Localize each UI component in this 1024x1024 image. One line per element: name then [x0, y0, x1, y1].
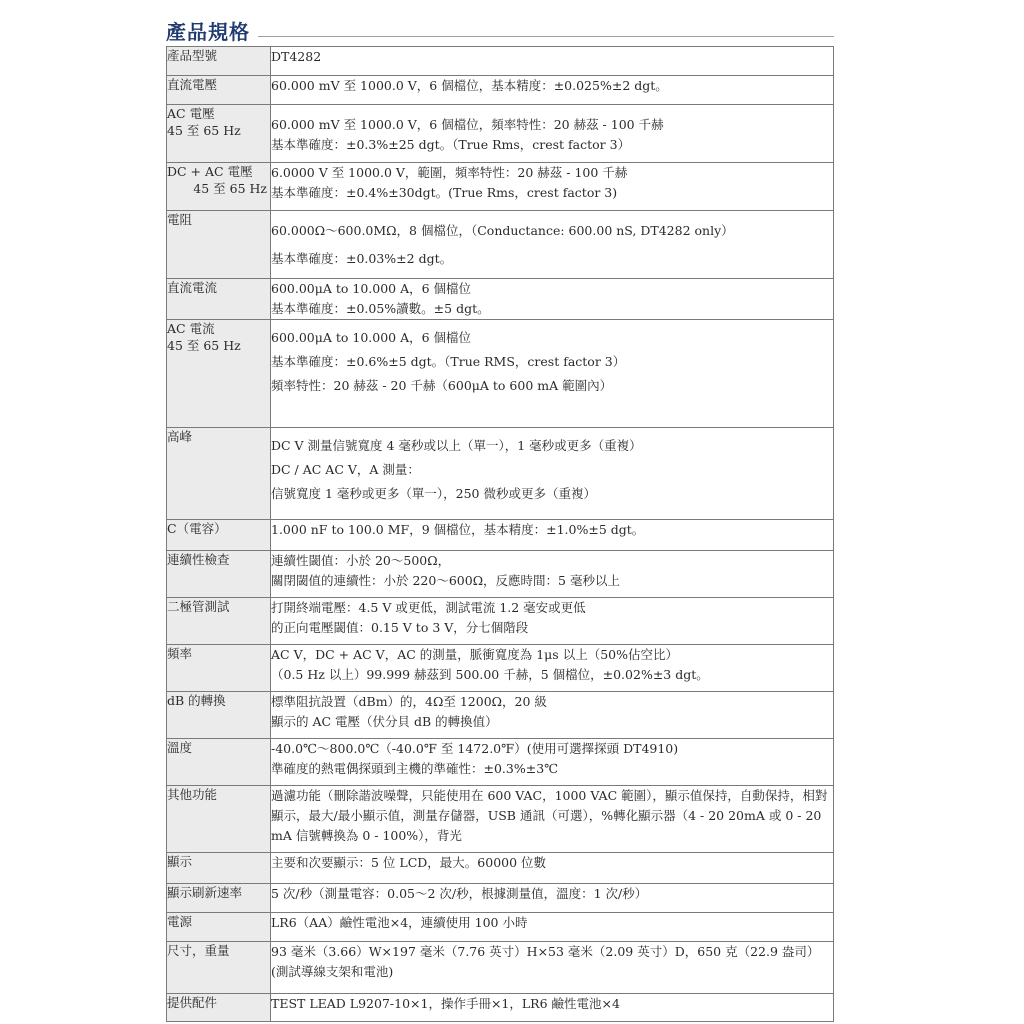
- spec-value: [271, 47, 834, 76]
- spec-value-line: 基本準確度：±0.03%±2 dgt。: [271, 251, 453, 266]
- spec-value-line: 5 次/秒（測量電容：0.05～2 次/秒，根據測量值，溫度：1 次/秒）: [271, 886, 648, 901]
- spec-row: [167, 163, 834, 211]
- spec-label: [167, 645, 271, 692]
- spec-row: [167, 105, 834, 163]
- spec-value: [271, 520, 834, 551]
- spec-label-line: 直流電壓: [167, 77, 218, 92]
- spec-label-line: AC 電流: [167, 321, 215, 336]
- spec-row: [167, 942, 834, 994]
- spec-label-line: DC + AC 電壓: [167, 164, 253, 179]
- spec-label-line: dB 的轉換: [167, 693, 226, 708]
- spec-value-line: -40.0℃～800.0℃（-40.0℉ 至 1472.0℉）(使用可選擇探頭 DT4910): [271, 741, 679, 756]
- spec-label: [167, 211, 271, 279]
- spec-value-line: 1.000 nF to 100.0 MF，9 個檔位，基本精度：±1.0%±5 dgt。: [271, 522, 645, 537]
- spec-value-line: （0.5 Hz 以上）99.999 赫茲到 500.00 千赫，5 個檔位，±0.02%±3 dgt。: [271, 667, 709, 682]
- spec-label-line: 頻率: [167, 646, 193, 661]
- spec-value: [271, 279, 834, 320]
- spec-label: [167, 884, 271, 913]
- spec-row: [167, 551, 834, 598]
- spec-value-line: 6.0000 V 至 1000.0 V，範圍，頻率特性：20 赫茲 - 100 千赫: [271, 165, 628, 180]
- spec-value: [271, 942, 834, 994]
- spec-label-line: 其他功能: [167, 787, 218, 802]
- spec-value: [271, 994, 834, 1022]
- spec-row: [167, 739, 834, 786]
- spec-label-line: 提供配件: [167, 995, 218, 1010]
- spec-value-line: 的正向電壓閾值：0.15 V to 3 V，分七個階段: [271, 620, 529, 635]
- spec-value: [271, 428, 834, 520]
- spec-value-line: 頻率特性：20 赫茲 - 20 千赫（600μA to 600 mA 範圍內）: [271, 378, 613, 393]
- spec-label: [167, 942, 271, 994]
- spec-row: [167, 884, 834, 913]
- spec-value-line: DT4282: [271, 49, 322, 64]
- spec-value: [271, 320, 834, 428]
- spec-label-line: 溫度: [167, 740, 193, 755]
- spec-value-line: 基本準確度：±0.4%±30dgt。(True Rms，crest factor 3): [271, 185, 618, 200]
- spec-label: [167, 994, 271, 1022]
- spec-value: [271, 853, 834, 884]
- spec-label: [167, 739, 271, 786]
- spec-row: [167, 279, 834, 320]
- spec-value-line: 準確度的熱電偶探頭到主機的準確性：±0.3%±3℃: [271, 761, 559, 776]
- spec-value: [271, 645, 834, 692]
- spec-row: [167, 320, 834, 428]
- spec-row: [167, 645, 834, 692]
- spec-label: [167, 853, 271, 884]
- spec-label-line: 尺寸，重量: [167, 943, 230, 958]
- spec-value-line: LR6（AA）鹼性電池×4，連續使用 100 小時: [271, 915, 528, 930]
- spec-value-line: 600.00μA to 10.000 A，6 個檔位: [271, 281, 472, 296]
- spec-label-line: 45 至 65 Hz: [193, 181, 267, 196]
- spec-row: [167, 76, 834, 105]
- spec-value: [271, 598, 834, 645]
- spec-label-line: AC 電壓: [167, 106, 215, 121]
- spec-label: [167, 76, 271, 105]
- spec-value: [271, 884, 834, 913]
- spec-value-line: 93 毫米（3.66）W×197 毫米（7.76 英寸）H×53 毫米（2.09 英寸）D，650 克（22.9 盎司）(測試導線支架和電池): [271, 944, 820, 979]
- spec-value: [271, 163, 834, 211]
- spec-row: [167, 520, 834, 551]
- spec-value: [271, 913, 834, 942]
- spec-label-line: 電阻: [167, 212, 193, 227]
- spec-row: [167, 598, 834, 645]
- spec-label: [167, 598, 271, 645]
- spec-value-line: TEST LEAD L9207-10×1，操作手冊×1，LR6 鹼性電池×4: [271, 996, 620, 1011]
- spec-value-line: 顯示的 AC 電壓（伏分貝 dB 的轉換值）: [271, 714, 498, 729]
- spec-row: [167, 786, 834, 853]
- spec-value-line: 過濾功能（刪除諧波噪聲，只能使用在 600 VAC，1000 VAC 範圍），顯示值保持，自動保持，相對顯示，最大/最小顯示值，測量存儲器，USB 通訊（可選），%轉化顯示器（4 - 20 20mA 或 0 - 20 mA 信號轉換為 0 - 100%），背光: [271, 788, 828, 843]
- spec-label: [167, 47, 271, 76]
- spec-label-line: 二極管測試: [167, 599, 230, 614]
- spec-label-line: 高峰: [167, 429, 193, 444]
- spec-value-line: 60.000Ω～600.0MΩ，8 個檔位，（Conductance: 600.00 nS, DT4282 only）: [271, 223, 734, 238]
- spec-label-line: C（電容）: [167, 521, 227, 536]
- spec-value-line: 基本準確度：±0.05%讀數。±5 dgt。: [271, 301, 490, 316]
- spec-label-line: 45 至 65 Hz: [167, 338, 241, 353]
- spec-row: [167, 211, 834, 279]
- spec-label: [167, 913, 271, 942]
- spec-table: [166, 46, 834, 1022]
- spec-value-line: 600.00μA to 10.000 A，6 個檔位: [271, 330, 472, 345]
- spec-label: [167, 428, 271, 520]
- title-underline: [258, 36, 834, 37]
- spec-value-line: 60.000 mV 至 1000.0 V，6 個檔位，頻率特性：20 赫茲 - 100 千赫: [271, 117, 664, 132]
- spec-label-line: 45 至 65 Hz: [167, 123, 241, 138]
- spec-value: [271, 692, 834, 739]
- spec-value: [271, 76, 834, 105]
- spec-label: [167, 320, 271, 428]
- spec-value-line: 連續性閾值：小於 20～500Ω，: [271, 553, 451, 568]
- spec-label-line: 顯示: [167, 854, 193, 869]
- spec-label-line: 連續性檢查: [167, 552, 230, 567]
- spec-label: [167, 786, 271, 853]
- spec-value-line: 信號寬度 1 毫秒或更多（單一），250 微秒或更多（重複）: [271, 486, 596, 501]
- spec-label: [167, 105, 271, 163]
- spec-value-line: AC V，DC + AC V，AC 的測量，脈衝寬度為 1μs 以上（50%佔空比）: [271, 647, 678, 662]
- spec-value-line: DC V 測量信號寬度 4 毫秒或以上（單一），1 毫秒或更多（重複）: [271, 438, 642, 453]
- spec-value-line: 打開終端電壓：4.5 V 或更低，測試電流 1.2 毫安或更低: [271, 600, 586, 615]
- spec-row: [167, 913, 834, 942]
- spec-value-line: 60.000 mV 至 1000.0 V，6 個檔位，基本精度：±0.025%±2 dgt。: [271, 78, 668, 93]
- spec-label-line: 產品型號: [167, 48, 218, 63]
- spec-value: [271, 105, 834, 163]
- spec-value-line: 基本準確度：±0.6%±5 dgt。（True RMS，crest factor 3）: [271, 354, 626, 369]
- spec-value-line: DC / AC AC V，A 測量：: [271, 462, 420, 477]
- spec-row: [167, 428, 834, 520]
- spec-label-line: 電源: [167, 914, 193, 929]
- spec-value: [271, 739, 834, 786]
- spec-label: [167, 692, 271, 739]
- spec-value-line: 基本準確度：±0.3%±25 dgt。（True Rms，crest factor 3）: [271, 137, 631, 152]
- spec-value: [271, 551, 834, 598]
- spec-label: [167, 163, 271, 211]
- page-title: 產品規格: [166, 20, 250, 44]
- spec-label: [167, 279, 271, 320]
- spec-value: [271, 211, 834, 279]
- spec-row: [167, 994, 834, 1022]
- spec-label: [167, 520, 271, 551]
- spec-value-line: 關閉閾值的連續性：小於 220～600Ω，反應時間：5 毫秒以上: [271, 573, 620, 588]
- spec-value: [271, 786, 834, 853]
- spec-row: [167, 47, 834, 76]
- spec-label-line: 顯示刷新速率: [167, 885, 243, 900]
- spec-label-line: 直流電流: [167, 280, 218, 295]
- spec-value-line: 標準阻抗設置（dBm）的，4Ω至 1200Ω，20 級: [271, 694, 547, 709]
- spec-row: [167, 692, 834, 739]
- spec-value-line: 主要和次要顯示：5 位 LCD，最大。60000 位數: [271, 855, 547, 870]
- section-header: [166, 14, 834, 42]
- spec-row: [167, 853, 834, 884]
- spec-label: [167, 551, 271, 598]
